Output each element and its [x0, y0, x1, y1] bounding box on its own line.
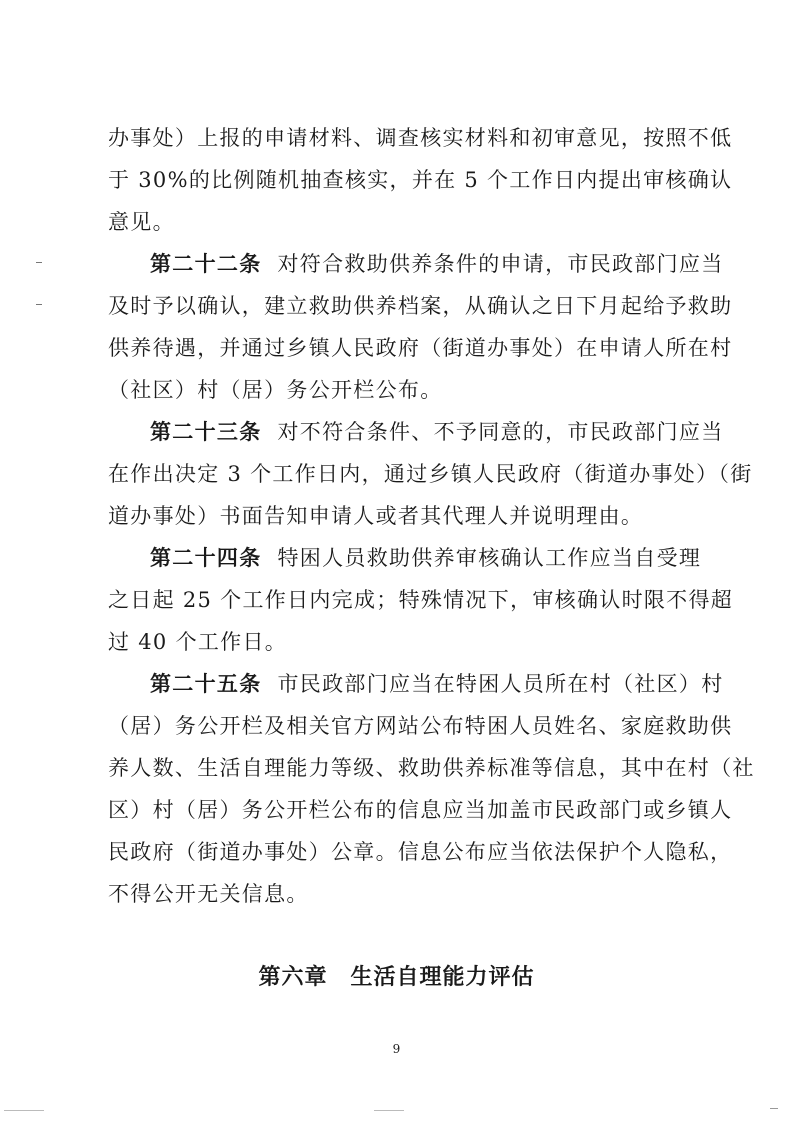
body-line: 过 40 个工作日。 — [108, 630, 288, 654]
page-number: 9 — [392, 1042, 401, 1056]
article-22-text: 对符合救助供养条件的申请，市民政部门应当 — [277, 252, 724, 276]
body-line: 于 30%的比例随机抽查核实，并在 5 个工作日内提出审核确认 — [108, 168, 733, 192]
body-line: 在作出决定 3 个工作日内，通过乡镇人民政府（街道办事处）（街 — [108, 462, 753, 486]
body-line: 不得公开无关信息。 — [108, 882, 309, 906]
article-22-heading: 第二十二条 — [150, 252, 262, 276]
body-line: 之日起 25 个工作日内完成；特殊情况下，审核确认时限不得超 — [108, 588, 734, 612]
scan-speck — [770, 1108, 778, 1109]
article-25-first-line — [150, 670, 724, 698]
body-line: 供养待遇，并通过乡镇人民政府（街道办事处）在申请人所在村 — [108, 336, 733, 360]
chapter-title: 第六章 生活自理能力评估 — [258, 965, 535, 990]
scan-speck — [36, 304, 42, 305]
article-23-text: 对不符合条件、不予同意的，市民政部门应当 — [277, 420, 724, 444]
article-22-first-line — [150, 250, 724, 278]
article-24-heading: 第二十四条 — [150, 546, 262, 570]
scan-speck — [4, 1110, 44, 1111]
article-24-first-line — [150, 544, 701, 572]
body-line: 区）村（居）务公开栏公布的信息应当加盖市民政部门或乡镇人 — [108, 798, 733, 822]
article-24-text: 特困人员救助供养审核确认工作应当自受理 — [277, 546, 702, 570]
scan-speck — [36, 262, 42, 263]
body-line: （社区）村（居）务公开栏公布。 — [108, 378, 443, 402]
body-line: 及时予以确认，建立救助供养档案，从确认之日下月起给予救助 — [108, 294, 733, 318]
body-line: 意见。 — [108, 210, 175, 234]
article-25-heading: 第二十五条 — [150, 672, 262, 696]
body-line: 民政府（街道办事处）公章。信息公布应当依法保护个人隐私， — [108, 840, 733, 864]
body-line: （居）务公开栏及相关官方网站公布特困人员姓名、家庭救助供 — [108, 714, 733, 738]
body-line: 养人数、生活自理能力等级、救助供养标准等信息，其中在村（社 — [108, 756, 755, 780]
scan-speck — [374, 1110, 404, 1111]
body-line: 办事处）上报的申请材料、调查核实材料和初审意见，按照不低 — [108, 126, 733, 150]
body-line: 道办事处）书面告知申请人或者其代理人并说明理由。 — [108, 504, 644, 528]
article-23-first-line — [150, 418, 724, 446]
article-23-heading: 第二十三条 — [150, 420, 262, 444]
article-25-text: 市民政部门应当在特困人员所在村（社区）村 — [277, 672, 724, 696]
